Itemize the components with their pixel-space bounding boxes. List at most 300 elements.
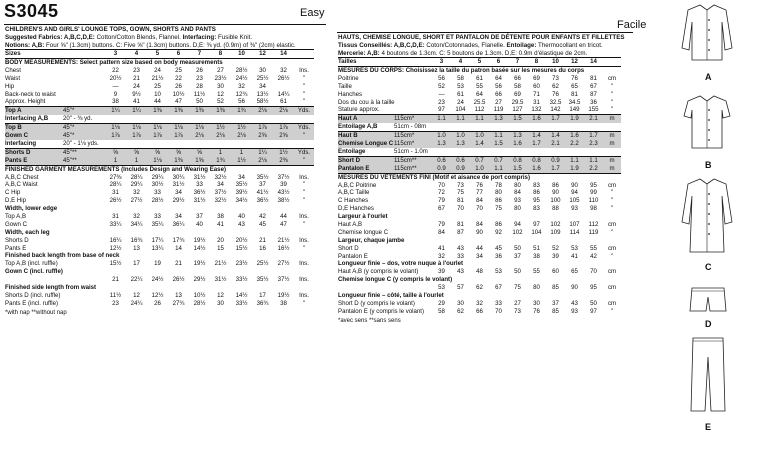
value-cell: 36 — [495, 252, 502, 260]
value-cell: 33 — [154, 212, 161, 220]
unit-cell: " — [302, 90, 306, 98]
value-cell: 102 — [512, 228, 523, 236]
value-cell: 17¼ — [151, 236, 164, 244]
value-cell: 38 — [217, 212, 224, 220]
en-interfacing-text: Fusible Knit. — [216, 33, 253, 41]
value-cell: 1.1 — [451, 115, 470, 123]
row-label: Entoilage A,B — [338, 123, 378, 131]
width-cell: 20" - ⅜ yd. — [63, 115, 93, 123]
value-cell: 12½ — [151, 291, 164, 299]
value-cell: 1 — [210, 148, 231, 156]
value-cell: 83 — [533, 181, 540, 189]
value-cell: 17¾ — [172, 236, 185, 244]
unit-cell: cm — [607, 284, 617, 292]
finished-row — [5, 197, 314, 205]
row-label: Back-neck to waist — [5, 90, 56, 98]
value-cell: 64 — [476, 90, 483, 98]
finished-row — [5, 284, 314, 292]
value-cell: 119 — [588, 228, 599, 236]
fr-notions-label: Mercerie: A,B: — [338, 49, 380, 57]
value-cell: 22¼ — [130, 276, 143, 284]
size-header: 3 — [432, 58, 451, 67]
figure-label-c: C — [705, 262, 712, 272]
value-cell: 32 — [476, 299, 483, 307]
value-cell: 62 — [552, 82, 559, 90]
value-cell: 149 — [569, 106, 580, 114]
unit-cell: " — [610, 252, 614, 260]
value-cell: 25½ — [256, 260, 269, 268]
body-row — [338, 83, 621, 91]
value-cell: 26 — [154, 299, 161, 307]
figure-d-shorts-drawing — [688, 285, 728, 315]
value-cell: 23½ — [214, 74, 227, 82]
value-cell: ⅝ — [147, 148, 168, 156]
value-cell: 1⅛ — [189, 124, 210, 132]
value-cell: 15½ — [109, 260, 122, 268]
value-cell: 17 — [259, 291, 266, 299]
finished-row — [5, 276, 314, 284]
value-cell: 24 — [133, 82, 140, 90]
row-label: Top A,B — [5, 212, 27, 220]
value-cell: 32 — [280, 66, 287, 74]
value-cell: 62 — [457, 307, 464, 315]
value-cell: 73 — [514, 307, 521, 315]
row-label: A,B,C Poitrine — [338, 181, 377, 189]
value-cell: 51 — [533, 244, 540, 252]
width-cell: 45"** — [63, 148, 105, 156]
value-cell: 28 — [196, 82, 203, 90]
value-cell: 19 — [154, 260, 161, 268]
value-cell: 104 — [531, 228, 542, 236]
value-cell: 35¼ — [151, 220, 164, 228]
row-label: Interfacing A,B — [5, 115, 49, 123]
fr-notions-text: 4 boutons de 1.3cm. C: 5 boutons de 1.3cm. D,E: 0.9m d'élastique de 2cm. — [379, 49, 588, 57]
value-cell: 81 — [571, 90, 578, 98]
value-cell: 61 — [280, 98, 287, 106]
value-cell: 0.6 — [451, 156, 470, 164]
value-cell: 38 — [112, 98, 119, 106]
finished-row — [5, 253, 314, 261]
en-interfacing-label: Interfacing: — [182, 33, 217, 41]
finished-row — [5, 300, 314, 308]
unit-cell: Yds. — [294, 148, 314, 156]
value-cell: 94 — [514, 220, 521, 228]
value-cell: 72 — [438, 189, 445, 197]
value-cell: 52 — [552, 244, 559, 252]
value-cell: 24¼ — [130, 299, 143, 307]
yardage-row — [5, 132, 314, 140]
value-cell: 87 — [590, 90, 597, 98]
row-label: D,E Hanches — [338, 205, 374, 213]
unit-cell: Yds. — [294, 107, 314, 115]
value-cell: 1.6 — [527, 115, 546, 123]
section-label: Largeur, chaque jambe — [338, 236, 405, 244]
value-cell: 33½ — [235, 276, 248, 284]
value-cell: 1.0 — [432, 132, 451, 140]
value-cell: 34½ — [235, 197, 248, 205]
value-cell — [273, 83, 294, 91]
value-cell: 32½ — [214, 173, 227, 181]
value-cell: 31½ — [193, 173, 206, 181]
value-cell: 1.7 — [546, 115, 565, 123]
value-cell: 39 — [438, 268, 445, 276]
value-cell: 1.1 — [432, 115, 451, 123]
value-cell: 24½ — [235, 74, 248, 82]
value-cell: 30 — [259, 66, 266, 74]
width-cell: 115cm* — [394, 115, 432, 123]
unit-cell: " — [610, 82, 614, 90]
value-cell: 76 — [476, 181, 483, 189]
finished-row — [5, 189, 314, 197]
value-cell: 10½ — [193, 291, 206, 299]
section-label: Longueur finie – dos, votre nuque à l'ourlet — [338, 260, 464, 268]
value-cell: 1¼ — [126, 107, 147, 115]
value-cell: 21 — [175, 260, 182, 268]
width-cell: 45"* — [63, 132, 105, 140]
finished-row — [5, 260, 314, 268]
value-cell: 95 — [590, 181, 597, 189]
finished-heading-row — [5, 165, 314, 173]
row-label: Gown C — [5, 220, 28, 228]
yardage-row — [338, 123, 621, 131]
value-cell: 2⅛ — [252, 157, 273, 165]
row-label: Pantalon E — [338, 252, 368, 260]
value-cell: 1.4 — [470, 140, 489, 148]
value-cell: 39 — [280, 181, 287, 189]
value-cell: 31½ — [214, 276, 227, 284]
body-row — [5, 91, 314, 99]
value-cell: 13 — [175, 291, 182, 299]
value-cell: 73 — [552, 74, 559, 82]
value-cell: 34 — [238, 173, 245, 181]
value-cell: 114 — [569, 228, 580, 236]
width-cell: 20" - 1⅛ yds. — [63, 139, 99, 147]
value-cell: 43 — [457, 244, 464, 252]
width-cell: 45"* — [63, 107, 105, 115]
value-cell: 1.1 — [489, 132, 508, 140]
value-cell: 24 — [457, 98, 464, 106]
size-header: 8 — [527, 58, 546, 67]
value-cell: 15 — [217, 244, 224, 252]
value-cell: 33 — [154, 189, 161, 197]
value-cell: 84 — [514, 189, 521, 197]
yardage-row — [5, 107, 314, 115]
size-header: 4 — [126, 50, 147, 59]
value-cell: 21 — [259, 236, 266, 244]
value-cell: 38 — [280, 299, 287, 307]
finished-row — [5, 268, 314, 276]
size-header: 10 — [231, 50, 252, 59]
value-cell: 10½ — [172, 90, 185, 98]
value-cell: 119 — [493, 106, 504, 114]
value-cell: 86 — [495, 220, 502, 228]
unit-cell: " — [610, 307, 614, 315]
value-cell: 66 — [514, 74, 521, 82]
yardage-row — [5, 124, 314, 132]
width-cell: 45"** — [63, 157, 105, 165]
unit-cell: " — [610, 106, 614, 114]
value-cell: 77 — [476, 189, 483, 197]
size-header: 8 — [210, 50, 231, 59]
finished-row — [338, 253, 621, 261]
value-cell: 17 — [133, 260, 140, 268]
value-cell: 55 — [590, 244, 597, 252]
finished-row — [338, 268, 621, 276]
value-cell: 112 — [588, 220, 599, 228]
value-cell: 31 — [533, 98, 540, 106]
value-cell: 36 — [590, 98, 597, 106]
unit-cell: " — [610, 197, 614, 205]
header-rule-en — [4, 24, 326, 25]
size-header: 6 — [168, 50, 189, 59]
size-header: 5 — [470, 58, 489, 67]
row-label: Chemise Longue C — [338, 140, 394, 148]
en-fabrics-text: Cotton/Cotton Blends, Flannel. — [94, 33, 183, 41]
value-cell: ⅝ — [105, 148, 126, 156]
unit-cell: Ins. — [299, 212, 309, 220]
value-cell: 2⅛ — [231, 132, 252, 140]
value-cell: 13 — [133, 244, 140, 252]
value-cell: 29¼ — [130, 181, 143, 189]
value-cell: 1⅜ — [168, 107, 189, 115]
fr-notions — [338, 50, 634, 58]
value-cell: 94 — [571, 189, 578, 197]
value-cell: 1.1 — [584, 156, 603, 164]
value-cell: 56 — [238, 98, 245, 106]
pattern-number: S3045 — [4, 1, 59, 21]
value-cell: 37½ — [277, 173, 290, 181]
value-cell: 36½ — [256, 197, 269, 205]
value-cell: 34 — [175, 212, 182, 220]
value-cell: 33 — [457, 252, 464, 260]
value-cell: 32 — [133, 189, 140, 197]
value-cell: 1⅞ — [252, 124, 273, 132]
value-cell: 2.2 — [565, 140, 584, 148]
value-cell: 29 — [438, 299, 445, 307]
value-cell: 155 — [588, 106, 599, 114]
value-cell: 1.9 — [565, 165, 584, 173]
value-cell: 85 — [552, 284, 559, 292]
value-cell: 88 — [552, 205, 559, 213]
value-cell: 31 — [112, 189, 119, 197]
value-cell: 23 — [112, 299, 119, 307]
value-cell: 25½ — [256, 74, 269, 82]
value-cell: 21½ — [214, 260, 227, 268]
value-cell: 97 — [438, 106, 445, 114]
finished-row — [338, 300, 621, 308]
value-cell: 16½ — [277, 244, 290, 252]
body-heading-row — [338, 67, 621, 75]
unit-cell: " — [302, 189, 306, 197]
value-cell: 11½ — [193, 90, 206, 98]
value-cell: 92 — [495, 228, 502, 236]
value-cell: 53 — [438, 284, 445, 292]
value-cell: 55 — [476, 82, 483, 90]
unit-cell: Ins. — [299, 276, 309, 284]
value-cell: 86 — [552, 181, 559, 189]
finished-row — [338, 284, 621, 292]
value-cell: 81 — [457, 220, 464, 228]
row-label: C Hip — [5, 189, 21, 197]
value-cell: 110 — [588, 197, 599, 205]
value-cell: 29¼ — [151, 173, 164, 181]
value-cell: 20½ — [109, 74, 122, 82]
value-cell: 1.1 — [470, 115, 489, 123]
row-label: Entoilage — [338, 147, 366, 155]
finished-row — [5, 221, 314, 229]
fr-title: HAUTS, CHEMISE LONGUE, SHORT ET PANTALON DE DÉTENTE POUR ENFANTS ET FILLETTES — [338, 34, 625, 41]
value-cell: 90 — [571, 284, 578, 292]
unit-cell: cm — [607, 220, 617, 228]
value-cell: 37½ — [277, 276, 290, 284]
unit-col — [294, 50, 314, 59]
value-cell: 1.4 — [527, 132, 546, 140]
finished-row — [338, 276, 621, 284]
value-cell: 64 — [495, 74, 502, 82]
english-section — [5, 26, 327, 316]
finished-row — [5, 205, 314, 213]
value-cell: 9 — [113, 90, 118, 98]
value-cell: 43 — [457, 268, 464, 276]
value-cell: 30 — [217, 82, 224, 90]
value-cell: 62 — [476, 284, 483, 292]
value-cell: 37 — [259, 181, 266, 189]
value-cell: 41½ — [256, 189, 269, 197]
value-cell: 56 — [438, 74, 445, 82]
row-label: Hanches — [338, 90, 363, 98]
value-cell: 58½ — [256, 98, 269, 106]
value-cell: 65 — [571, 268, 578, 276]
value-cell: 52 — [438, 82, 445, 90]
value-cell: 1⅛ — [105, 124, 126, 132]
value-cell: 1.5 — [489, 140, 508, 148]
finished-heading: MESURES DU VÊTEMENTS FINI (Motif et aisance de port compris) — [338, 173, 621, 181]
value-cell: 28¼ — [109, 181, 122, 189]
width-cell: 115cm* — [394, 132, 432, 140]
row-label: Top A — [5, 107, 63, 115]
unit-cell: cm — [607, 268, 617, 276]
width-cell: 51cm - 1.0m — [394, 147, 428, 155]
value-cell: 1¼ — [105, 107, 126, 115]
value-cell: 48 — [476, 268, 483, 276]
value-cell: 23 — [438, 98, 445, 106]
value-cell: 16¾ — [130, 236, 143, 244]
section-label: Chemise longue C (y compris le volant) — [338, 276, 453, 284]
body-row — [338, 91, 621, 99]
row-label: Pantalon E (y compris le volant) — [338, 307, 425, 315]
value-cell: 13½ — [256, 90, 269, 98]
value-cell: 25 — [154, 82, 161, 90]
value-cell: 26 — [196, 66, 203, 74]
value-cell: 70 — [457, 205, 464, 213]
body-heading-row — [5, 59, 314, 67]
finished-row — [5, 174, 314, 182]
row-label: Pants E (incl. ruffle) — [5, 299, 59, 307]
value-cell: 44 — [476, 244, 483, 252]
figure-a-top-drawing — [680, 2, 734, 64]
value-cell: 14¼ — [277, 90, 290, 98]
value-cell: 36¾ — [256, 299, 269, 307]
value-cell: 1⅛ — [126, 124, 147, 132]
level-fr: Facile — [617, 19, 647, 31]
row-label: Shorts D — [5, 236, 29, 244]
value-cell: 27½ — [277, 260, 290, 268]
finished-row — [5, 182, 314, 190]
finished-row — [338, 197, 621, 205]
value-cell: 66 — [476, 307, 483, 315]
unit-cell: m — [603, 132, 621, 140]
value-cell: 50 — [514, 268, 521, 276]
row-label: Pants E — [5, 157, 63, 165]
value-cell: 31½ — [172, 181, 185, 189]
size-header: 4 — [451, 58, 470, 67]
row-label: Chest — [5, 66, 21, 74]
en-measurement-table — [5, 49, 314, 308]
value-cell: 14½ — [235, 291, 248, 299]
value-cell: 50 — [196, 98, 203, 106]
value-cell: 2.3 — [584, 140, 603, 148]
value-cell: 95 — [590, 284, 597, 292]
value-cell: 16¼ — [109, 236, 122, 244]
width-cell: 51cm - 08m — [394, 123, 427, 131]
finished-row — [338, 261, 621, 269]
value-cell: 93 — [571, 307, 578, 315]
unit-cell: m — [603, 156, 621, 164]
value-cell: 73 — [457, 181, 464, 189]
value-cell: 1⅜ — [147, 107, 168, 115]
value-cell: 100 — [550, 197, 561, 205]
value-cell: 32 — [438, 252, 445, 260]
value-cell: 66 — [495, 90, 502, 98]
width-cell: 115cm** — [394, 165, 432, 173]
row-label: Hip — [5, 82, 15, 90]
figure-b-top-drawing — [680, 92, 734, 154]
width-cell: 45"* — [63, 124, 105, 132]
value-cell: 84 — [438, 228, 445, 236]
unit-cell: Ins. — [299, 66, 309, 74]
value-cell: 1.7 — [527, 140, 546, 148]
value-cell: 105 — [569, 197, 580, 205]
value-cell: 58 — [514, 82, 521, 90]
value-cell: 39 — [552, 252, 559, 260]
value-cell: 2⅝ — [273, 132, 294, 140]
value-cell: 76 — [571, 74, 578, 82]
value-cell: 2⅛ — [210, 132, 231, 140]
value-cell: 107 — [569, 220, 580, 228]
value-cell: 32½ — [214, 197, 227, 205]
value-cell: 90 — [571, 181, 578, 189]
value-cell: 30½ — [151, 181, 164, 189]
size-row — [5, 50, 314, 59]
unit-cell: " — [610, 189, 614, 197]
value-cell: 40 — [196, 220, 203, 228]
size-header: 12 — [565, 58, 584, 67]
sizes-label: Tailles — [338, 58, 432, 67]
value-cell: 1.5 — [508, 115, 527, 123]
row-label: Approx. Height — [5, 98, 46, 106]
value-cell: 1.1 — [489, 165, 508, 173]
finished-row — [338, 221, 621, 229]
unit-cell: Ins. — [299, 260, 309, 268]
value-cell: 61 — [476, 74, 483, 82]
body-row — [338, 75, 621, 83]
en-footnote: *with nap **without nap — [5, 309, 67, 316]
value-cell: 45 — [495, 244, 502, 252]
en-notions-label: Notions: A,B: — [5, 41, 45, 49]
value-cell: 69 — [514, 90, 521, 98]
value-cell: ⅝ — [168, 148, 189, 156]
unit-cell: " — [302, 82, 306, 90]
